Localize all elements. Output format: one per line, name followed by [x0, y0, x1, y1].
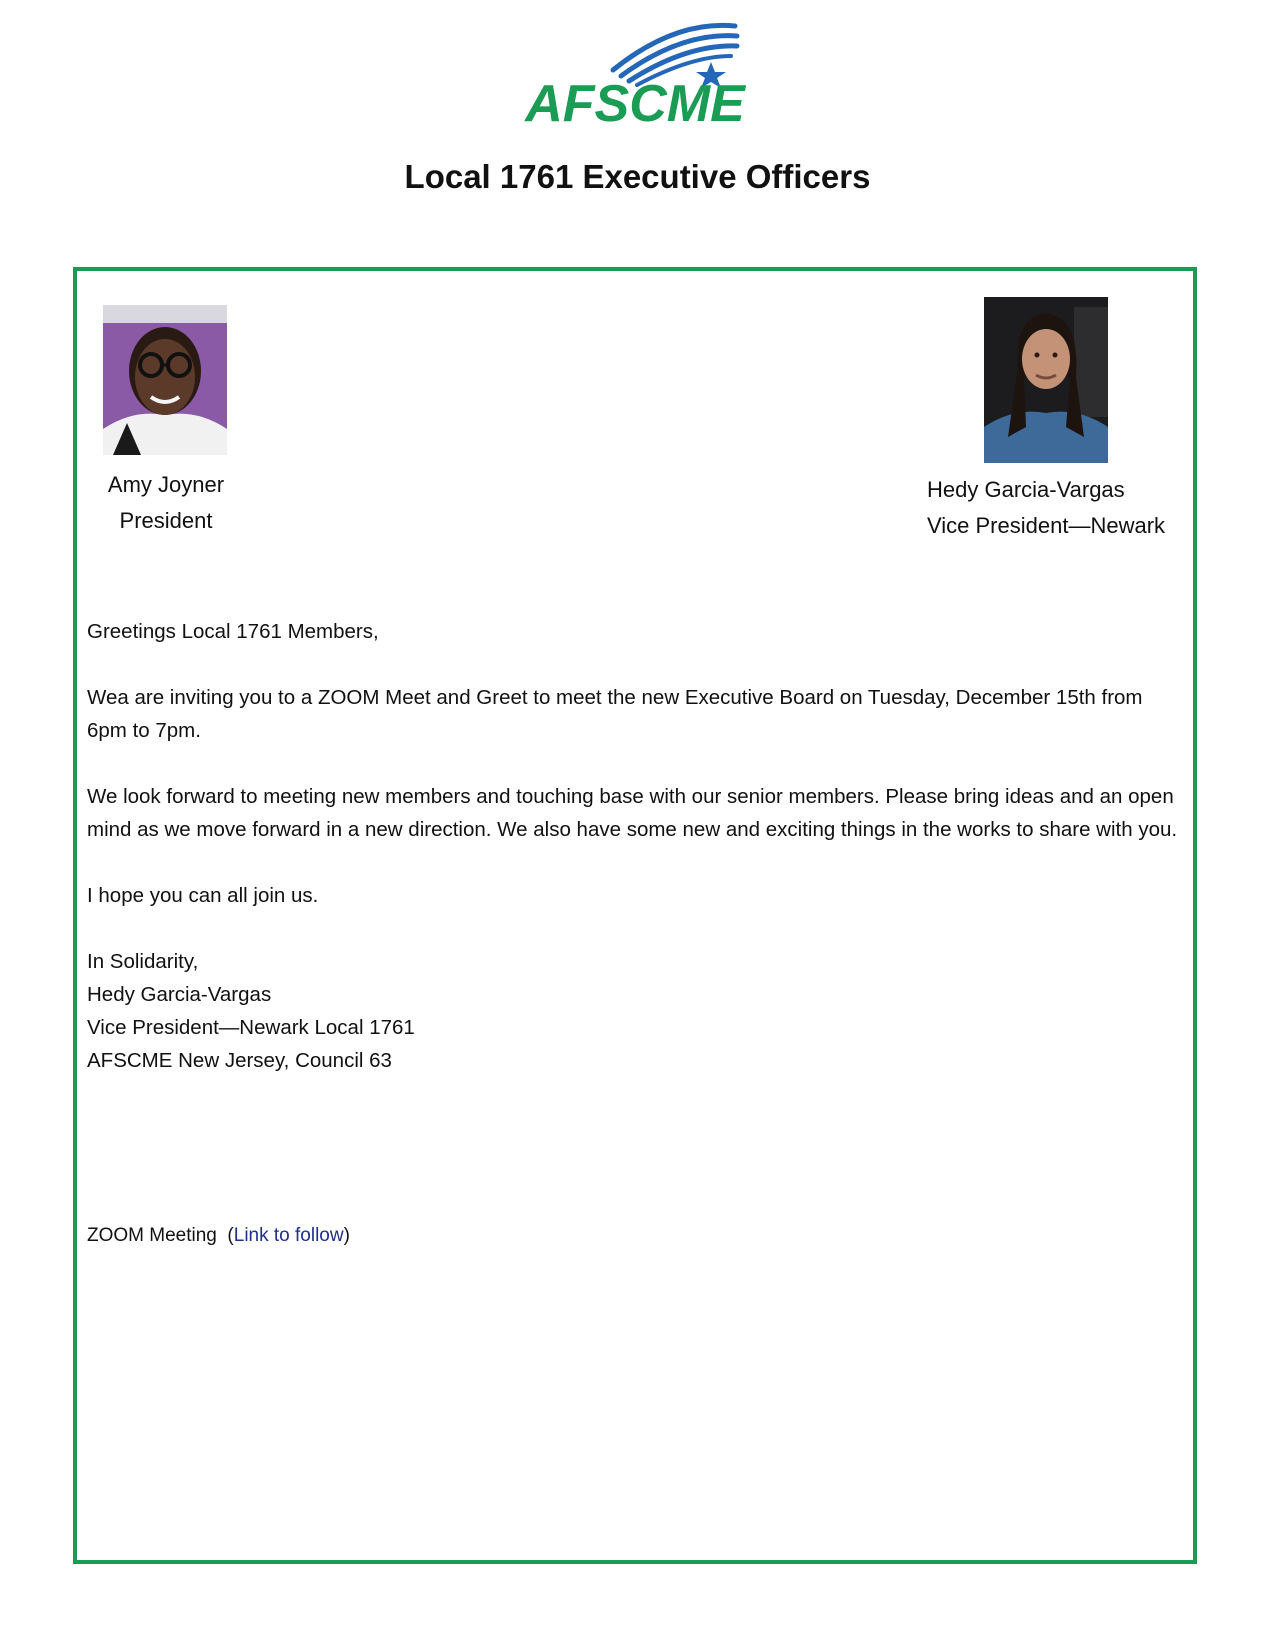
zoom-label: ZOOM Meeting ( — [87, 1225, 234, 1246]
zoom-close-paren: ) — [343, 1225, 350, 1246]
person-photo-icon — [103, 305, 227, 455]
letter-paragraph: We look forward to meeting new members and touching base with our senior members. Please bring ideas and an open mind as we move forward in a new direction. We also have some new and exciting things in the works to share with you. — [87, 785, 1178, 841]
signature-name: Hedy Garcia-Vargas — [87, 983, 272, 1006]
officer-caption-vice-president — [927, 472, 1187, 544]
officer-name: Hedy Garcia-Vargas — [927, 477, 1125, 502]
afscme-logo — [505, 18, 765, 130]
officer-photo-amy-joyner — [103, 305, 227, 455]
letter-body — [87, 615, 1187, 1077]
person-photo-icon — [984, 297, 1108, 463]
letter-greeting: Greetings Local 1761 Members, — [87, 620, 379, 643]
afscme-logo-icon — [505, 18, 765, 130]
zoom-meeting-line — [87, 1221, 350, 1251]
letter-paragraph: I hope you can all join us. — [87, 884, 319, 907]
signature-title: Vice President—Newark Local 1761 — [87, 1016, 415, 1039]
officer-caption-president — [91, 467, 241, 539]
zoom-link[interactable]: Link to follow — [233, 1225, 344, 1246]
content-frame — [73, 267, 1197, 1564]
letter-paragraph: Wea are inviting you to a ZOOM Meet and Greet to meet the new Executive Board on Tuesday, December 15th from 6pm to 7pm. — [87, 686, 1143, 742]
page-title: Local 1761 Executive Officers — [404, 158, 871, 195]
officer-name: Amy Joyner — [107, 472, 225, 497]
officer-title: Vice President—Newark — [927, 513, 1166, 538]
officer-photo-hedy-garcia-vargas — [984, 297, 1108, 463]
officer-title: President — [119, 508, 213, 533]
afscme-logo-text: AFSCME — [525, 75, 745, 130]
signature-organization: AFSCME New Jersey, Council 63 — [87, 1049, 392, 1072]
letter-closing: In Solidarity, — [87, 950, 199, 973]
signature-block — [87, 945, 1187, 1077]
